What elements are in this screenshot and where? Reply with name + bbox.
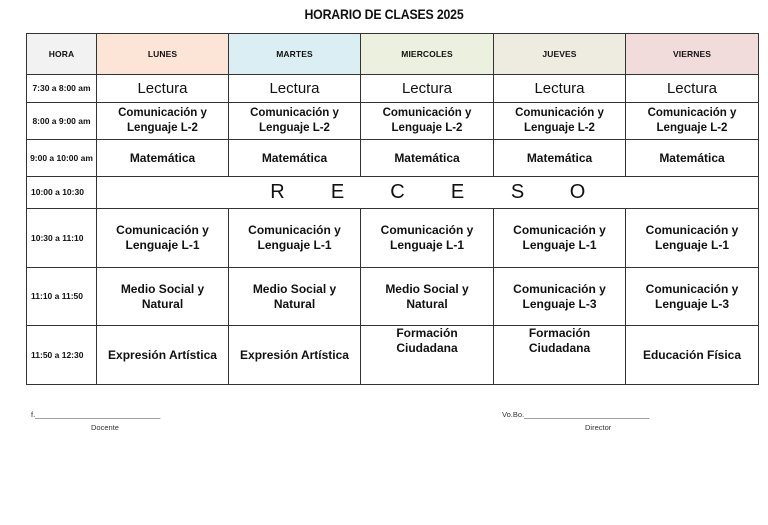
subject-cell: Comunicación y Lenguaje L-1 [361,209,494,268]
recess-letter: S [510,181,525,203]
table-row [27,140,759,177]
subject-cell: Lectura [494,75,626,103]
director-signature-line: Vo.Bo.______________________________ [502,410,650,419]
subject-cell: Comunicación y Lenguaje L-1 [626,209,759,268]
subject-cell: Expresión Artística [97,326,229,385]
subject-cell: Lectura [229,75,361,103]
table-row [27,209,759,268]
header-viernes: VIERNES [626,34,759,75]
time-cell: 11:10 a 11:50 [27,268,97,326]
table-row [27,75,759,103]
recess-cell [97,177,759,209]
class-schedule-table [26,33,759,385]
subject-cell: Comunicación y Lenguaje L-3 [494,268,626,326]
time-cell: 11:50 a 12:30 [27,326,97,385]
subject-cell: Comunicación y Lenguaje L-3 [626,268,759,326]
schedule-title: HORARIO DE CLASES 2025 [304,6,464,22]
subject-cell: Lectura [97,75,229,103]
subject-cell: Matemática [229,140,361,177]
recess-letter: R [270,181,285,203]
subject-cell: Medio Social y Natural [97,268,229,326]
subject-cell: Lectura [626,75,759,103]
time-cell: 10:00 a 10:30 [27,177,97,209]
subject-cell: Educación Física [626,326,759,385]
recess-letter: O [569,181,586,203]
subject-cell: Formación Ciudadana [361,326,494,385]
recess-letter: E [450,181,465,203]
header-jueves: JUEVES [494,34,626,75]
header-row [27,34,759,75]
time-cell: 9:00 a 10:00 am [27,140,97,177]
subject-cell: Comunicación y Lenguaje L-2 [626,103,759,140]
subject-cell: Comunicación y Lenguaje L-2 [229,103,361,140]
subject-cell: Expresión Artística [229,326,361,385]
subject-cell: Matemática [361,140,494,177]
subject-cell: Lectura [361,75,494,103]
time-cell: 8:00 a 9:00 am [27,103,97,140]
subject-cell: Medio Social y Natural [229,268,361,326]
subject-cell: Matemática [626,140,759,177]
table-row [27,326,759,385]
subject-cell: Comunicación y Lenguaje L-2 [361,103,494,140]
header-lunes: LUNES [97,34,229,75]
subject-cell: Comunicación y Lenguaje L-1 [229,209,361,268]
subject-cell: Formación Ciudadana [494,326,626,385]
subject-cell: Matemática [97,140,229,177]
header-miercoles: MIERCOLES [361,34,494,75]
subject-cell: Medio Social y Natural [361,268,494,326]
subject-cell: Comunicación y Lenguaje L-2 [97,103,229,140]
subject-cell: Comunicación y Lenguaje L-1 [494,209,626,268]
recess-letter: C [390,181,405,203]
table-row [27,103,759,140]
header-hora: HORA [27,34,97,75]
teacher-signature-label: Docente [91,423,119,432]
subject-cell: Comunicación y Lenguaje L-2 [494,103,626,140]
header-martes: MARTES [229,34,361,75]
time-cell: 7:30 a 8:00 am [27,75,97,103]
recess-row [27,177,759,209]
teacher-signature-line: f.______________________________ [31,410,161,419]
recess-letter: E [330,181,345,203]
time-cell: 10:30 a 11:10 [27,209,97,268]
director-signature-label: Director [585,423,612,432]
subject-cell: Matemática [494,140,626,177]
table-row [27,268,759,326]
subject-cell: Comunicación y Lenguaje L-1 [97,209,229,268]
